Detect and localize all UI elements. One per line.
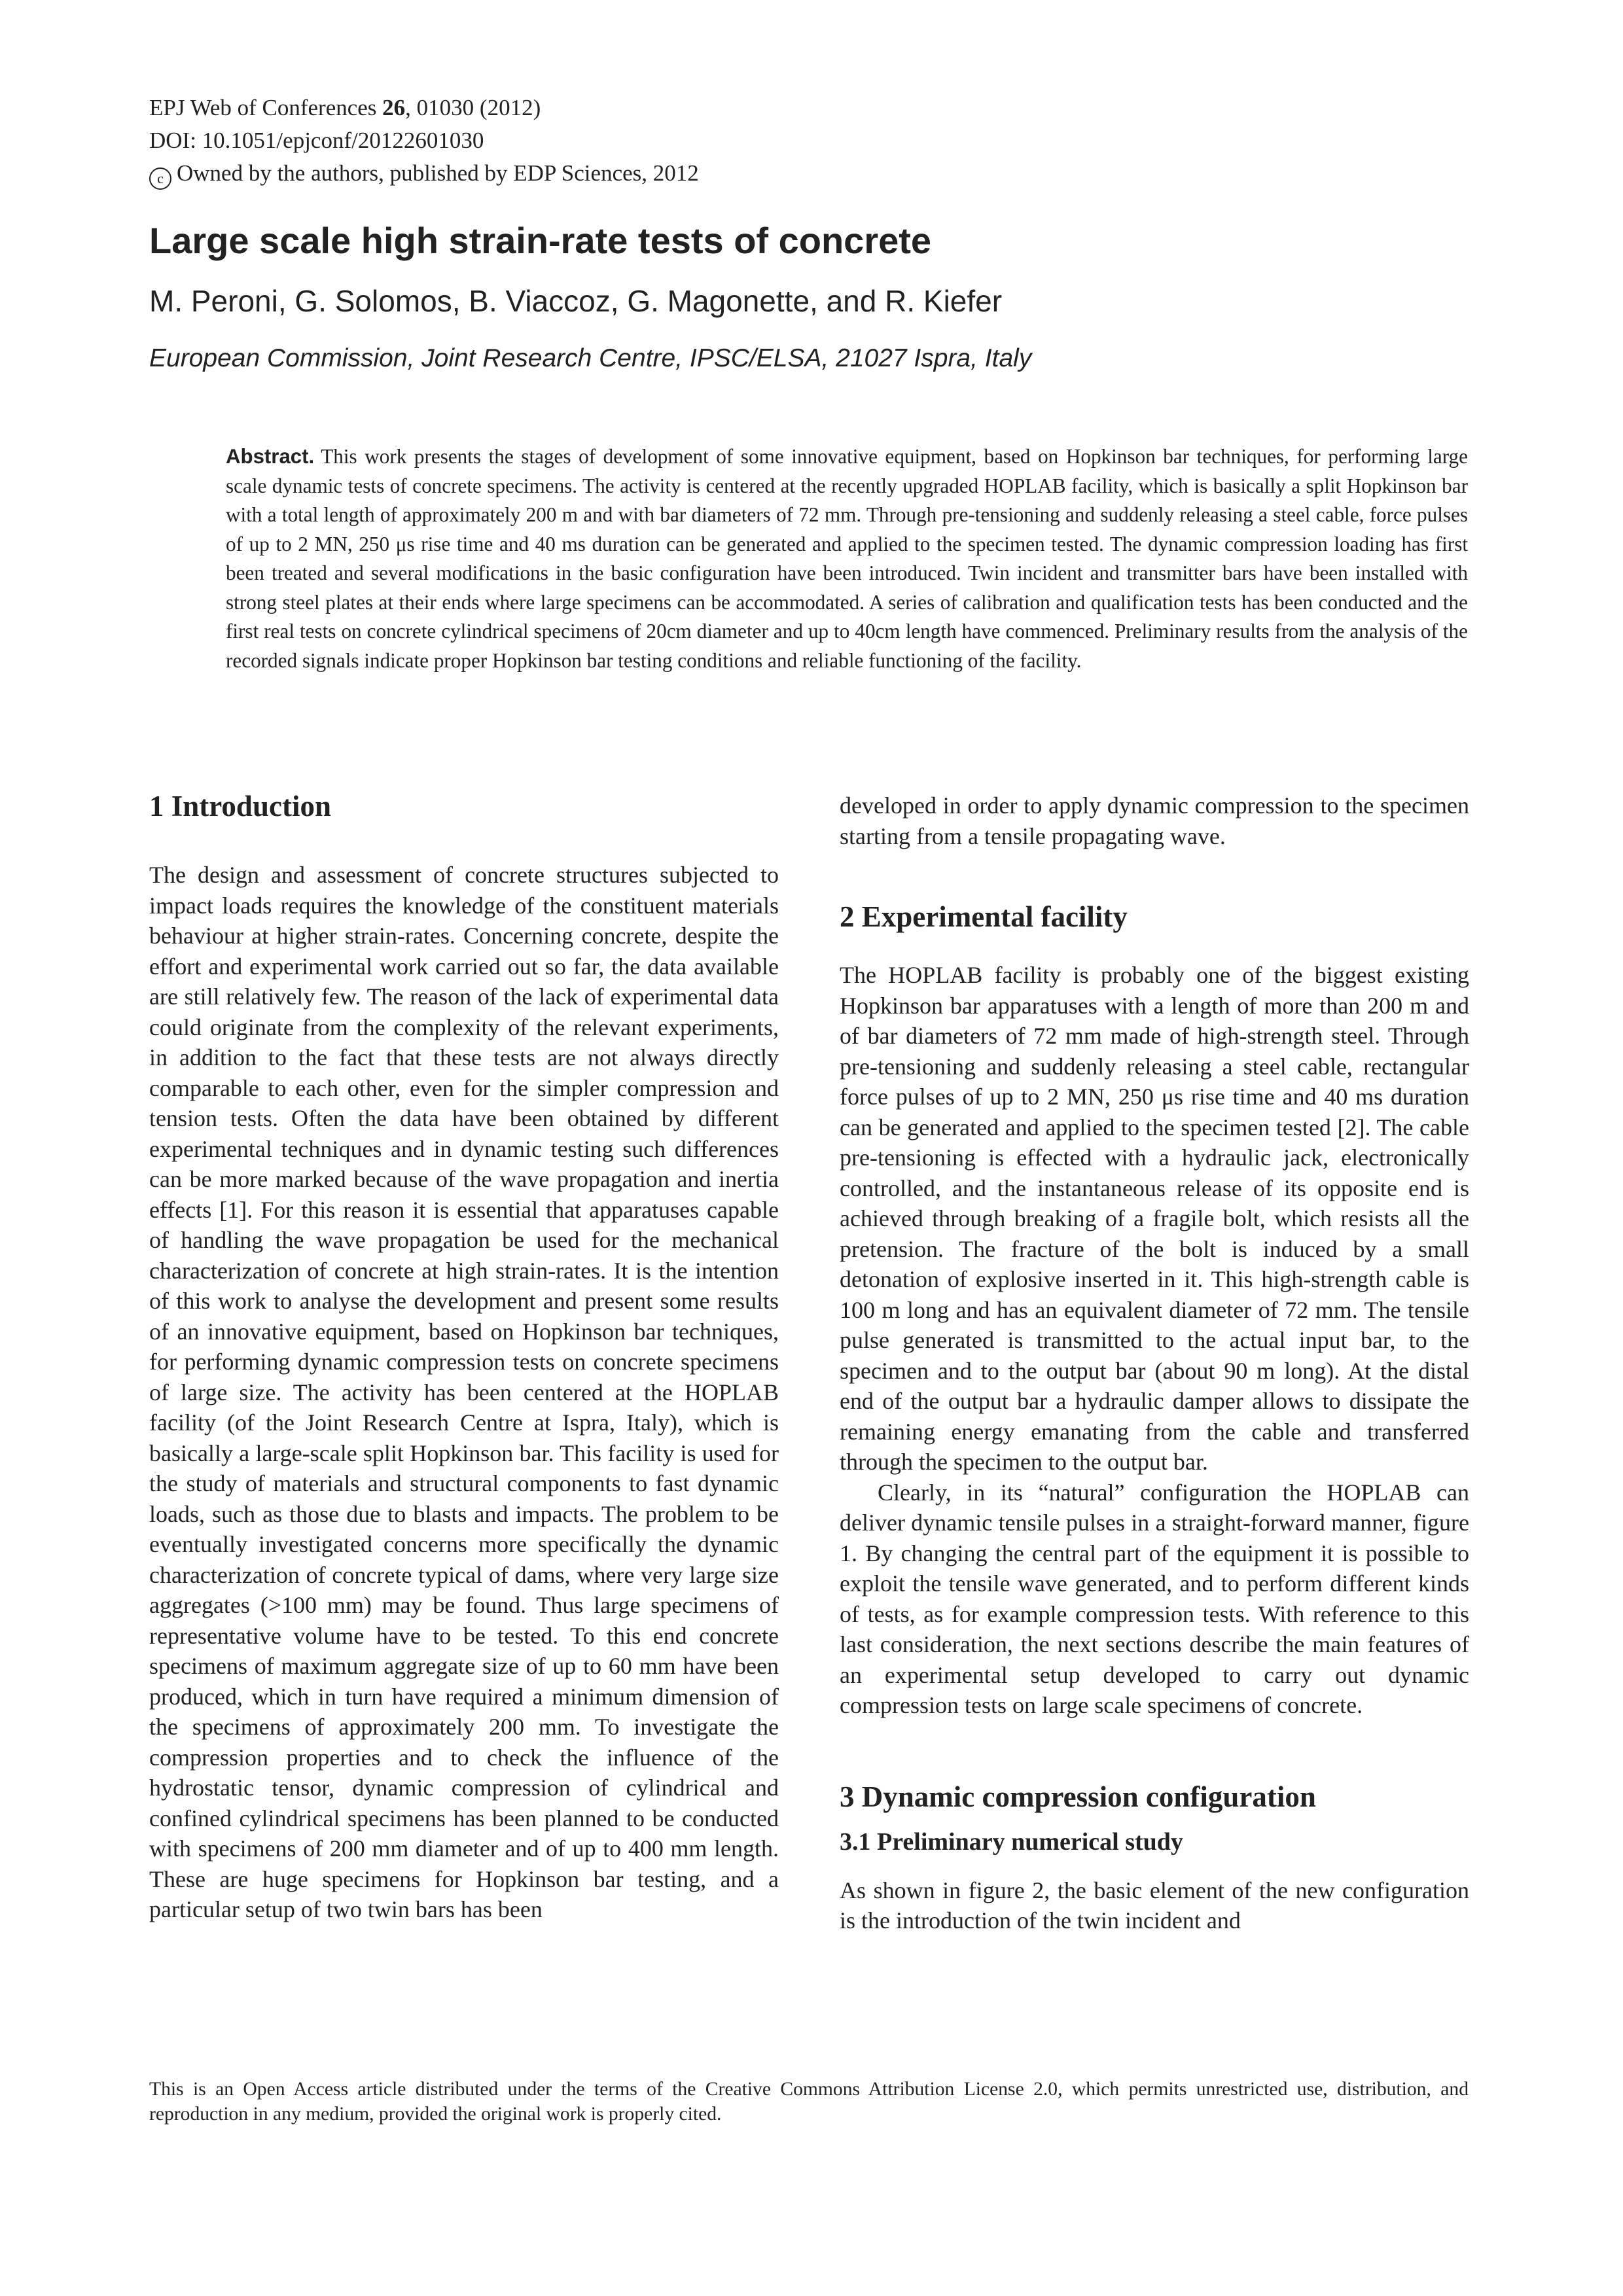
affiliation: European Commission, Joint Research Centre, IPSC/ELSA, 21027 Ispra, Italy (149, 344, 1032, 372)
journal-header (149, 92, 1065, 190)
paper-title: Large scale high strain-rate tests of concrete (149, 220, 932, 261)
introduction-paragraph: The design and assessment of concrete structures subjected to impact loads requires the knowledge of the constituent materials behaviour at higher strain-rates. Concerning concrete, despite the effort and experimental work carried out so far, the data available are still relatively few. The reason of the lack of experimental data could originate from the complexity of the relevant experiments, in addition to the fact that these tests are not always directly comparable to each other, even for the simpler compression and tension tests. Often the data have been obtained by different experimental techniques and in dynamic testing such differences can be more marked because of the wave propagation and inertia effects [1]. For this reason it is essential that apparatuses capable of handling the wave propagation be used for the mechanical characterization of concrete at high strain-rates. It is the intention of this work to analyse the development and present some results of an innovative equipment, based on Hopkinson bar techniques, for performing dynamic compression tests on concrete specimens of large size. The activity has been centered at the HOPLAB facility (of the Joint Research Centre at Ispra, Italy), which is basically a large-scale split Hopkinson bar. This facility is used for the study of materials and structural components to fast dynamic loads, such as those due to blasts and impacts. The problem to be eventually investigated concerns more specifically the dynamic characterization of concrete typical of dams, where very large size aggregates (>100 mm) may be found. Thus large specimens of representative volume have to be tested. To this end concrete specimens of maximum aggregate size of up to 60 mm have been produced, which in turn have required a minimum dimension of the specimens of approximately 200 mm. To investigate the compression properties and to check the influence of the hydrostatic tensor, dynamic compression of cylindrical and confined cylindrical specimens has been planned to be conducted with specimens of 200 mm diameter and of up to 400 mm length. These are huge specimens for Hopkinson bar testing, and a particular setup of two twin bars has been (149, 862, 779, 1922)
journal-volume: 26 (382, 95, 406, 120)
experimental-facility-paragraph-1: The HOPLAB facility is probably one of the biggest existing Hopkinson bar apparatuses with a length of more than 200 m and of bar diameters of 72 mm made of high-strength steel. Through pre-tensioning and suddenly releasing a steel cable, rectangular force pulses of up to 2 MN, 250 μs rise time and 40 ms duration can be generated and applied to the specimen tested [2]. The cable pre-tensioning is effected with a hydraulic jack, electronically controlled, and the instantaneous release of its opposite end is achieved through breaking of a fragile bolt, which resists all the pretension. The fracture of the bolt is induced by a small detonation of explosive inserted in it. This high-strength cable is 100 m long and has an equivalent diameter of 72 mm. The tensile pulse generated is transmitted to the actual input bar, to the specimen and to the output bar (about 90 m long). At the distal end of the output bar a hydraulic damper allows to dissipate the remaining energy emanating from the cable and transferred through the specimen to the output bar. (840, 962, 1469, 1475)
author-list: M. Peroni, G. Solomos, B. Viaccoz, G. Magonette, and R. Kiefer (149, 284, 1003, 318)
introduction-continuation: developed in order to apply dynamic compression to the specimen starting from a tensile propagating wave. (840, 792, 1469, 849)
copyright-text: Owned by the authors, published by EDP Sciences, 2012 (177, 160, 699, 186)
copyright-icon: c (149, 168, 171, 190)
doi[interactable]: DOI: 10.1051/epjconf/20122601030 (149, 128, 484, 153)
subsection-heading-numerical-study: 3.1 Preliminary numerical study (840, 1828, 1183, 1856)
abstract-text: This work presents the stages of development of some innovative equipment, based on Hopkinson bar techniques, for performing large scale dynamic tests of concrete specimens. The activity is centered at the recently upgraded HOPLAB facility, which is basically a split Hopkinson bar with a total length of approximately 200 m and with bar diameters of 72 mm. Through pre-tensioning and suddenly releasing a steel cable, force pulses of up to 2 MN, 250 μs rise time and 40 ms duration can be generated and applied to the specimen tested. The dynamic compression loading has first been treated and several modifications in the basic configuration have been introduced. Twin incident and transmitter bars have been installed with strong steel plates at their ends where large specimens can be accommodated. A series of calibration and qualification tests has been conducted and the first real tests on concrete cylindrical specimens of 20cm diameter and up to 40cm length have commenced. Preliminary results from the analysis of the recorded signals indicate proper Hopkinson bar testing conditions and reliable functioning of the facility. (226, 445, 1468, 672)
journal-name: EPJ Web of Conferences (149, 95, 383, 120)
journal-citation (149, 92, 1065, 124)
experimental-facility-paragraph-2: Clearly, in its “natural” configuration the HOPLAB can deliver dynamic tensile pulses in a straight-forward manner, figure 1. By changing the central part of the equipment it is possible to exploit the tensile wave generated, and to perform different kinds of tests, as for example compression tests. With reference to this last consideration, the next sections describe the main features of an experimental setup developed to carry out dynamic compression tests on large scale specimens of concrete. (840, 1479, 1469, 1718)
abstract (226, 442, 1468, 675)
section-heading-experimental-facility: 2 Experimental facility (840, 900, 1128, 933)
left-column (149, 786, 779, 1925)
copyright-line (149, 157, 1065, 190)
numerical-study-paragraph: As shown in figure 2, the basic element of the new configuration is the introduction of the twin incident and (840, 1877, 1469, 1934)
section-heading-introduction: 1 Introduction (149, 790, 331, 822)
license-footnote: This is an Open Access article distributed under the terms of the Creative Commons Attribution License 2.0, which permits unrestricted use, distribution, and reproduction in any medium, provided the original work is properly cited. (149, 2079, 1469, 2125)
article-number: , 01030 (2012) (405, 95, 541, 120)
abstract-label: Abstract. (226, 445, 315, 468)
right-column (840, 790, 1469, 1936)
section-heading-dynamic-compression: 3 Dynamic compression configuration (840, 1780, 1316, 1813)
